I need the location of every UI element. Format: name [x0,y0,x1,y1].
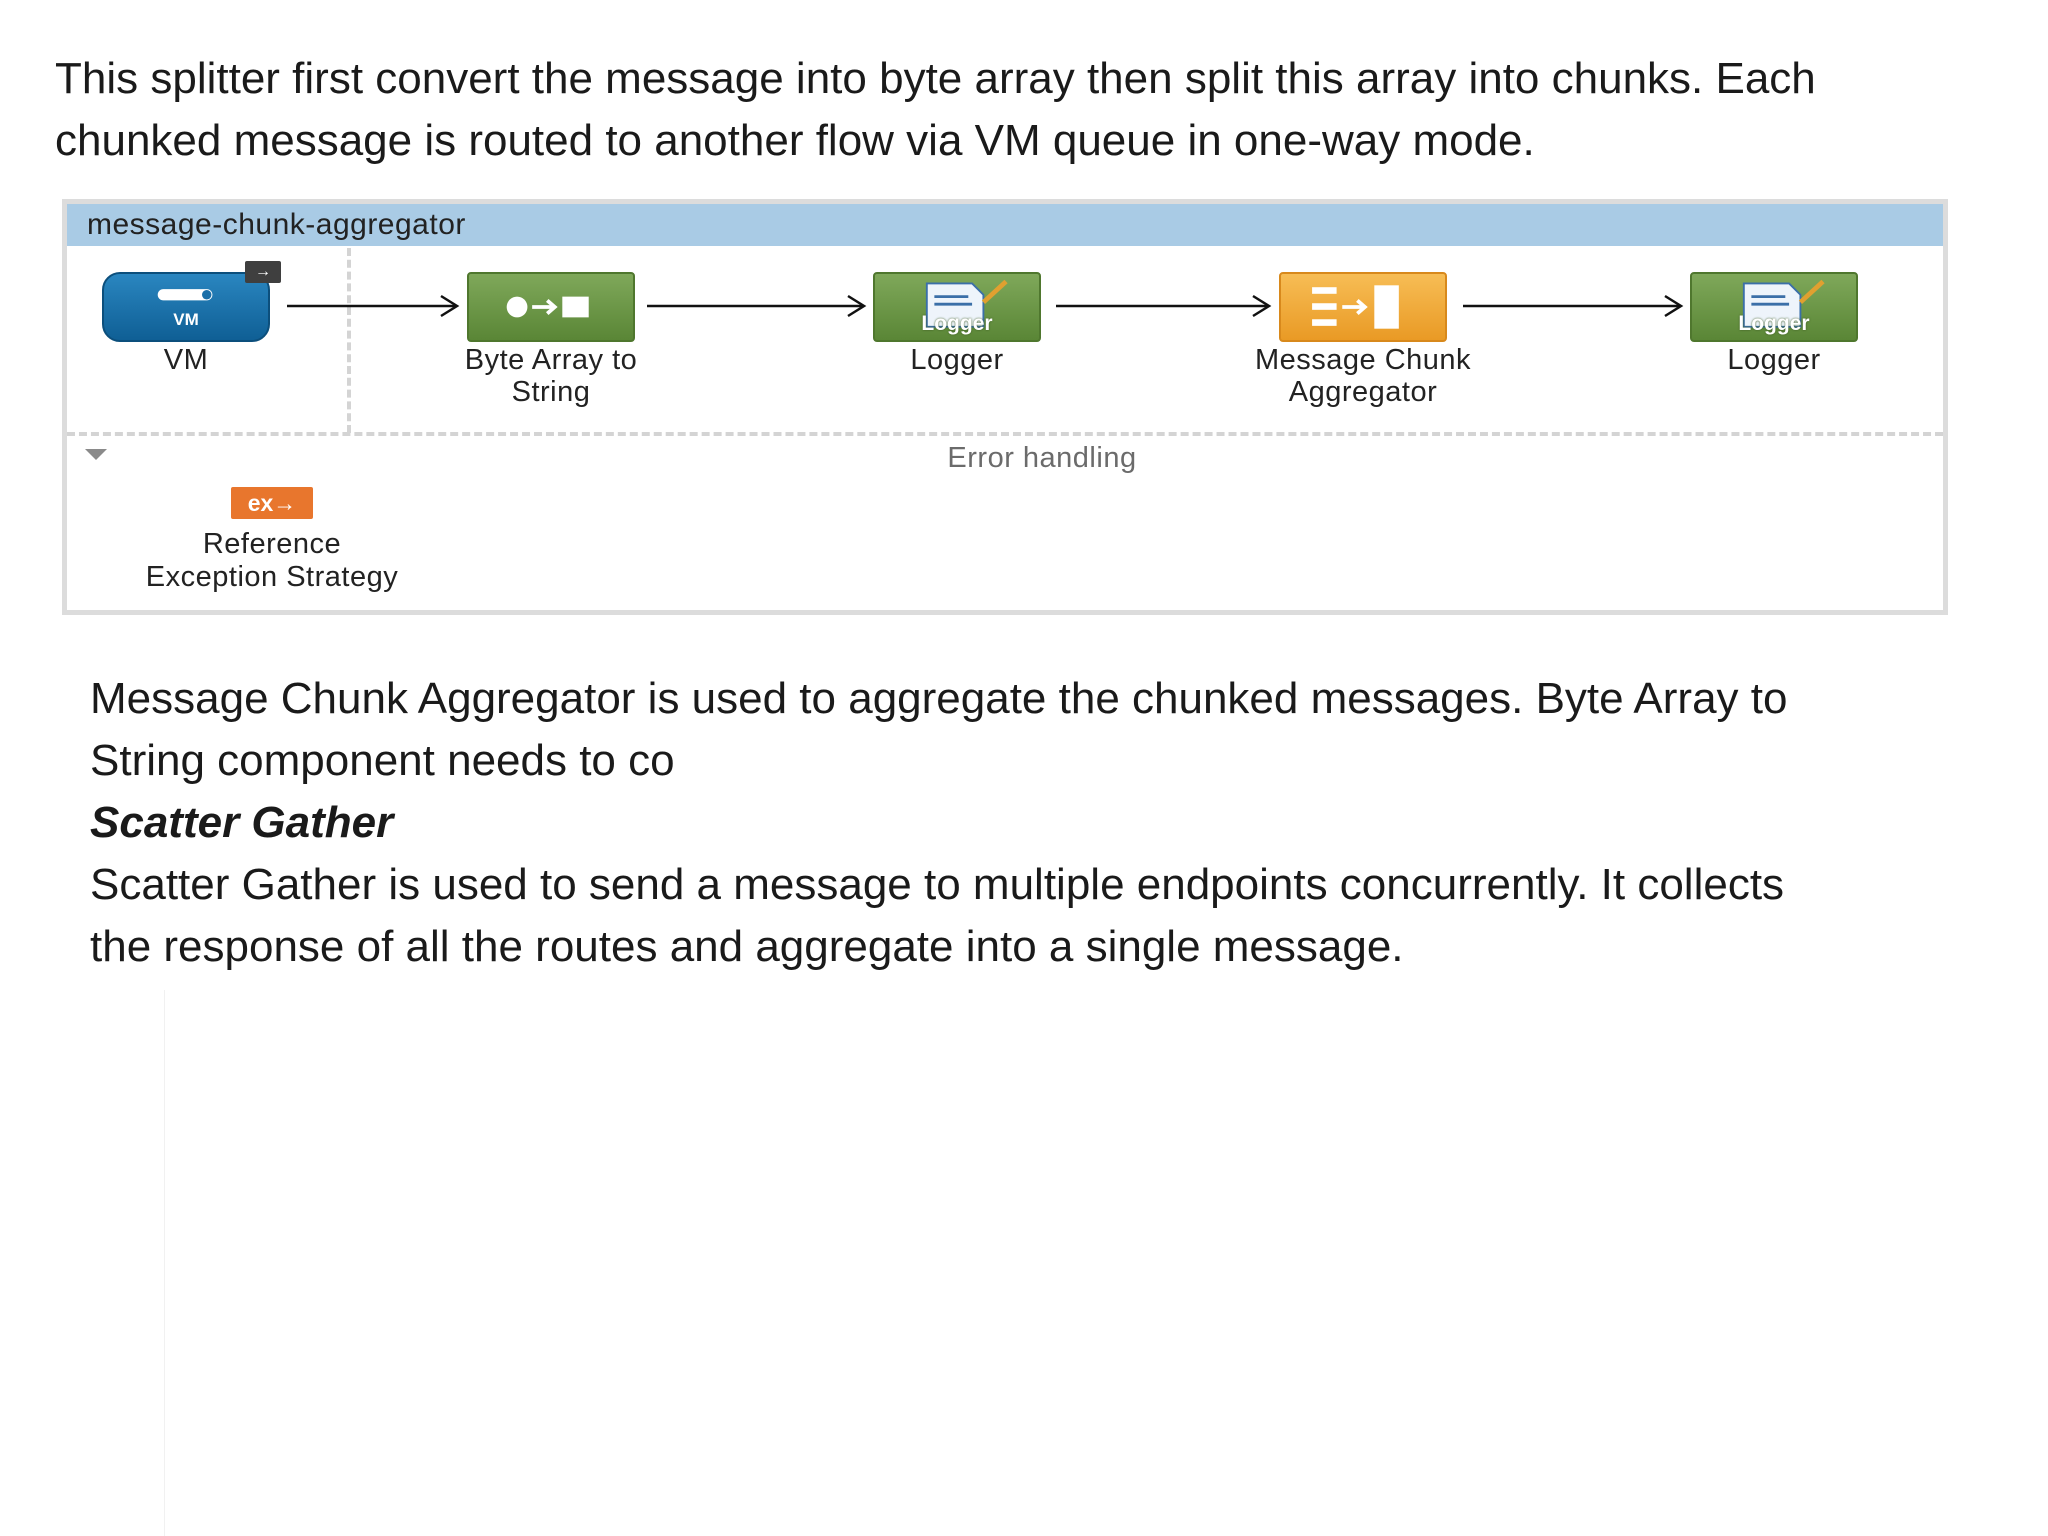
message-chunk-aggregator-icon[interactable] [1279,272,1447,342]
node-label-logger-2 [1614,344,1934,376]
intro-line-2: chunked message is routed to another flow via VM queue in one-way mode. [55,116,1535,165]
exception-strategy-label [87,528,457,594]
intro-paragraph [55,48,2015,172]
logger-icon[interactable] [873,272,1041,342]
node-label-byte-array-to-string [391,344,711,408]
node-label-line: String [511,376,591,408]
logger-icon-text: Logger [921,312,993,335]
node-label-line: Message Chunk [1254,344,1472,376]
node-label-line: Logger [910,344,1004,376]
aggregator-glyph [1281,274,1445,340]
node-label-line: Aggregator [1288,376,1438,408]
byte-array-to-string-icon[interactable] [467,272,635,342]
body-section [90,668,1990,978]
flow-title[interactable]: message-chunk-aggregator [67,204,1943,246]
scatter-gather-paragraph-line-1: Scatter Gather is used to send a message to multiple endpoints concurrently. It collects [90,860,1785,909]
one-way-badge-icon: → [245,261,281,283]
vm-pipe-glyph [104,274,268,340]
vm-icon-text: VM [173,310,199,329]
node-label-vm [26,344,346,376]
logger-icon-text: Logger [1738,312,1810,335]
intro-line-1: This splitter first convert the message into byte array then split this array into chunks. Each [55,54,1816,103]
transformer-glyph [469,274,633,340]
exception-strategy-icon[interactable]: ex→ [231,487,313,519]
node-label-line: VM [163,344,209,376]
node-label-logger [797,344,1117,376]
flow-diagram [62,199,1948,615]
exception-label-line: Reference [202,528,342,560]
error-handling-title: Error handling [947,442,1137,474]
node-label-line: Byte Array to [464,344,638,376]
aggregator-paragraph-line-1: Message Chunk Aggregator is used to aggregate the chunked messages. Byte Array to [90,674,1788,723]
aggregator-paragraph-line-2: String component needs to co [90,736,675,785]
scatter-gather-heading: Scatter Gather [90,798,394,847]
logger-icon[interactable] [1690,272,1858,342]
node-label-line: Logger [1727,344,1821,376]
page-faint-line [164,990,165,1536]
scatter-gather-paragraph-line-2: the response of all the routes and aggregate into a single message. [90,922,1404,971]
node-label-message-chunk-aggregator [1203,344,1523,408]
exception-label-line: Exception Strategy [145,561,399,593]
